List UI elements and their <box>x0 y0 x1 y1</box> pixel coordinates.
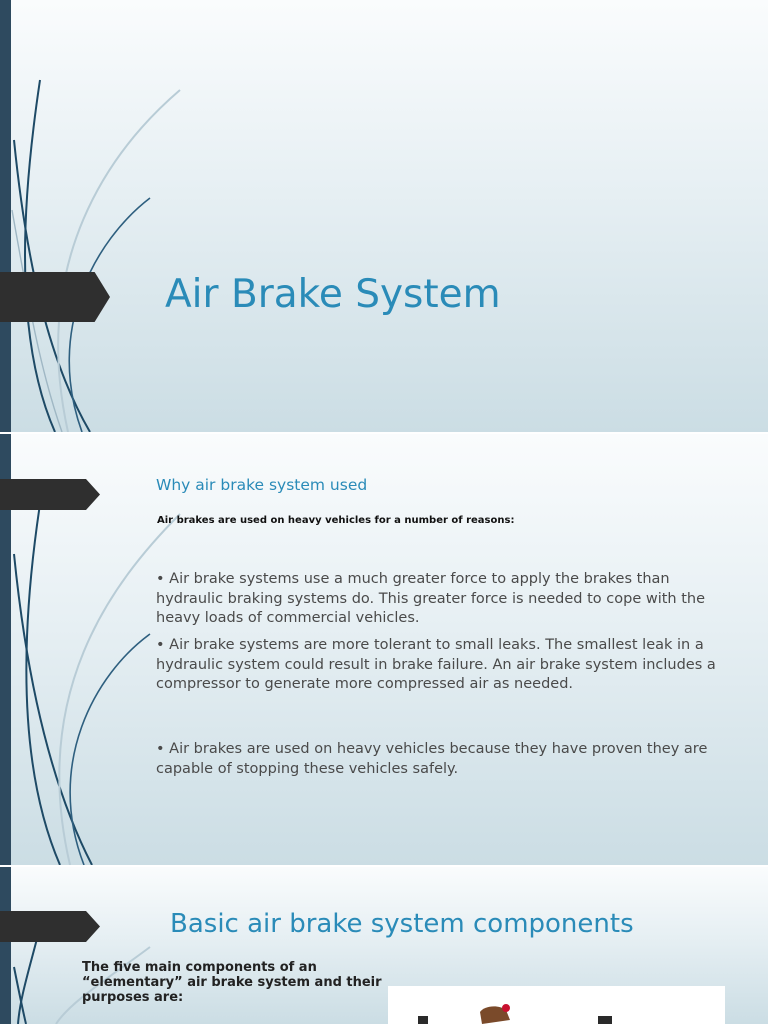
diagram-image <box>388 986 725 1024</box>
bullet-item: • Air brakes are used on heavy vehicles because they have proven they are capable of stopping these vehicles safely. <box>156 741 708 777</box>
section-heading: Why air brake system used <box>156 476 368 494</box>
heading-tab-marker <box>0 911 100 942</box>
bullet-item: • Air brake systems use a much greater force to apply the brakes than hydraulic braking systems do. This greater force is needed to cope with the heavy loads of commercial vehicles. <box>156 571 706 626</box>
bullet-item: • Air brake systems are more tolerant to small leaks. The smallest leak in a hydraulic system could result in brake failure. An air brake system includes a compressor to generate more compressed air as needed. <box>156 637 716 692</box>
decorative-curves <box>0 0 200 432</box>
heading-tab-marker <box>0 479 100 510</box>
section-intro: Air brakes are used on heavy vehicles for a number of reasons: <box>157 515 515 526</box>
brake-illustration <box>388 986 725 1024</box>
title-slide <box>0 0 768 432</box>
page-title: Air Brake System <box>165 272 501 317</box>
section-intro: The five main components of an “elementary” air brake system and their purposes are: <box>82 960 382 1005</box>
section-title: Basic air brake system components <box>170 909 634 939</box>
title-tab-marker <box>0 272 110 322</box>
